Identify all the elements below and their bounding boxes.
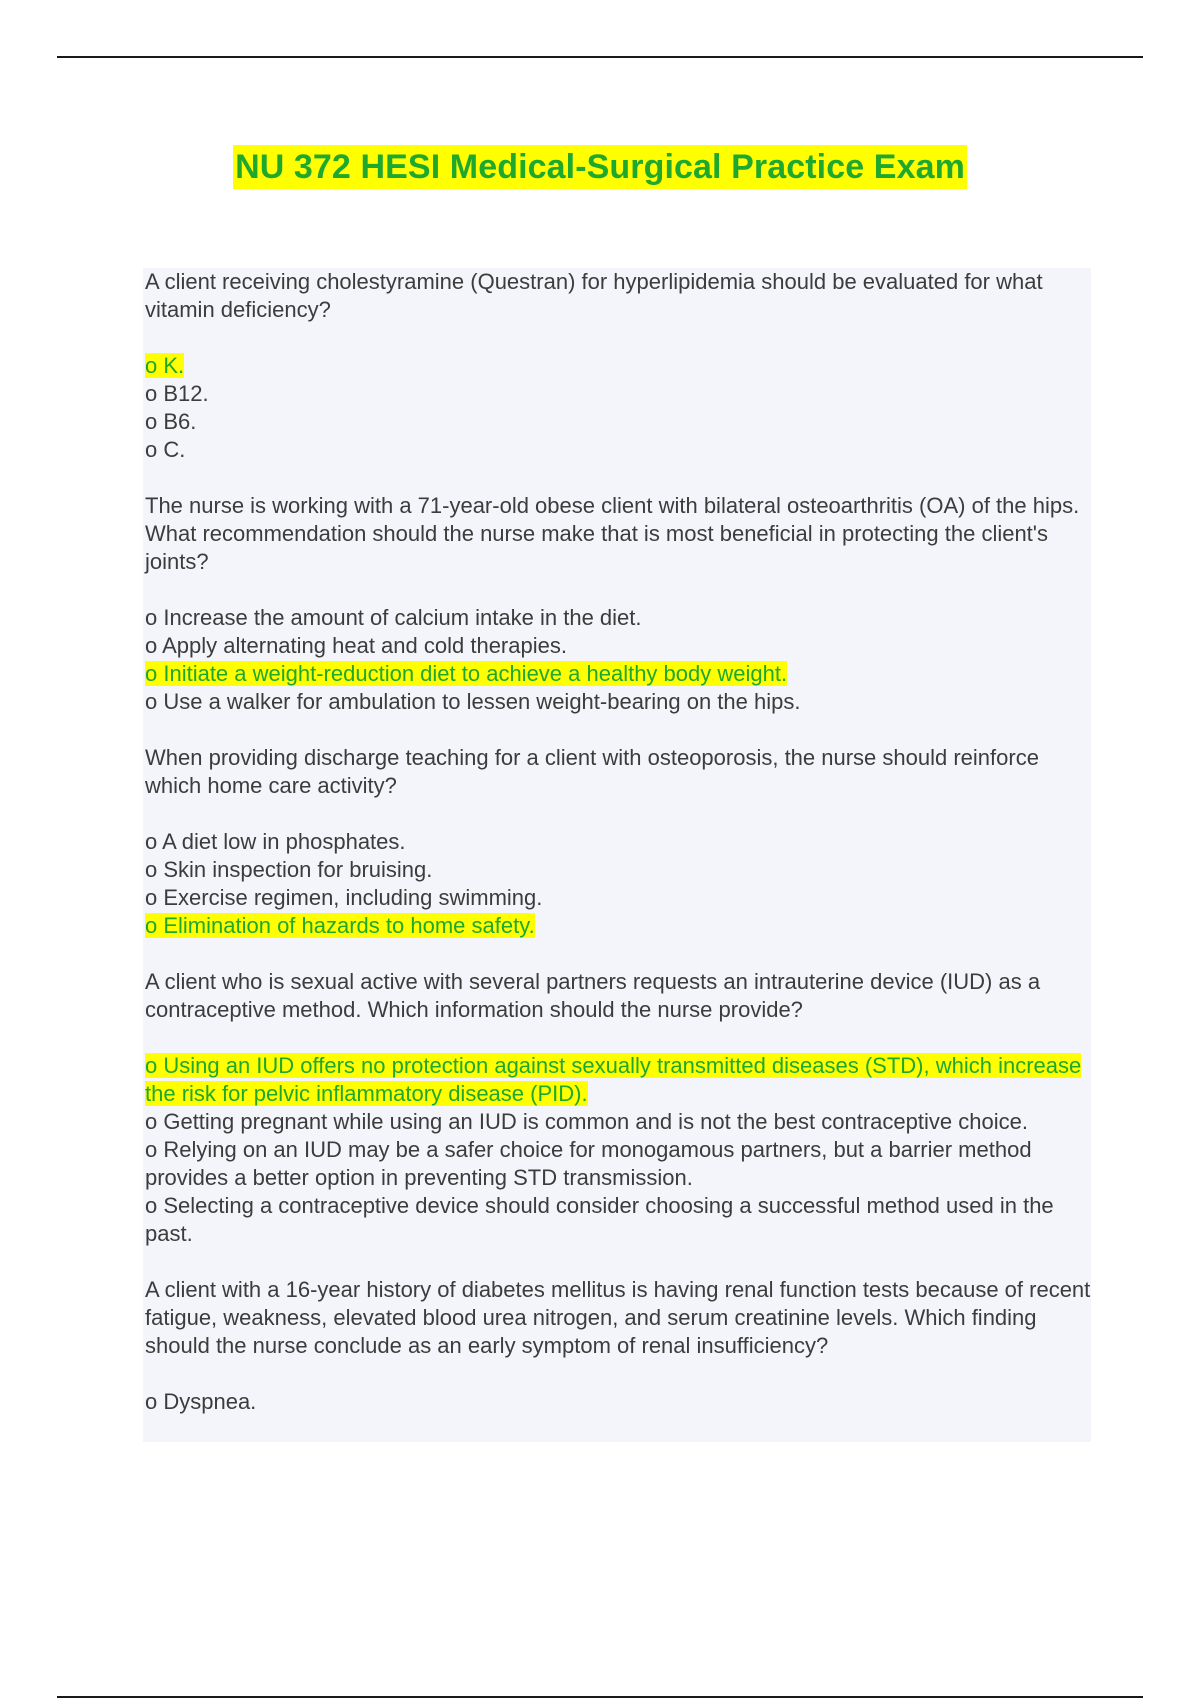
answer-option: o Dyspnea.: [145, 1389, 257, 1414]
answer-option: [145, 660, 1091, 688]
question-block: [145, 1276, 1091, 1416]
answer-option: o B12.: [145, 381, 209, 406]
answer-option: o B6.: [145, 409, 197, 434]
bottom-rule: [57, 1696, 1143, 1698]
answer-option: o C.: [145, 437, 186, 462]
answer-option: [145, 352, 1091, 380]
answer-options: [145, 828, 1091, 940]
answer-option: o Increase the amount of calcium intake in the diet.: [145, 605, 642, 630]
page-title: NU 372 HESI Medical-Surgical Practice Exam: [233, 145, 967, 189]
question-text: When providing discharge teaching for a client with osteoporosis, the nurse should reinforce which home care activity?: [145, 745, 1039, 798]
answer-option: o Apply alternating heat and cold therapies.: [145, 633, 567, 658]
answer-option: o Getting pregnant while using an IUD is common and is not the best contraceptive choice.: [145, 1109, 1028, 1134]
answer-option-correct: o Initiate a weight-reduction diet to achieve a healthy body weight.: [145, 661, 788, 686]
answer-options: [145, 352, 1091, 464]
answer-option: o A diet low in phosphates.: [145, 829, 406, 854]
question-block: [145, 492, 1091, 716]
questions-panel: [143, 268, 1091, 1442]
question-text: A client receiving cholestyramine (Questran) for hyperlipidemia should be evaluated for what vitamin deficiency?: [145, 269, 1043, 322]
answer-options: [145, 604, 1091, 716]
title-wrapper: [0, 145, 1200, 189]
answer-options: [145, 1052, 1091, 1248]
answer-option: o Relying on an IUD may be a safer choice for monogamous partners, but a barrier method provides a better option in preventing STD transmission.: [145, 1137, 1032, 1190]
answer-options: [145, 1388, 1091, 1416]
answer-option: [145, 1052, 1091, 1108]
top-rule: [57, 56, 1143, 58]
answer-option: [145, 912, 1091, 940]
question-block: [145, 744, 1091, 940]
answer-option: o Selecting a contraceptive device should consider choosing a successful method used in the past.: [145, 1193, 1054, 1246]
question-text: A client who is sexual active with several partners requests an intrauterine device (IUD) as a contraceptive method. Which information should the nurse provide?: [145, 969, 1041, 1022]
answer-option-correct: o K.: [145, 353, 185, 378]
question-text: A client with a 16-year history of diabetes mellitus is having renal function tests because of recent fatigue, weakness, elevated blood urea nitrogen, and serum creatinine levels. Which finding should the nurse conclude as an early symptom of renal insufficiency?: [145, 1277, 1091, 1358]
answer-option: o Skin inspection for bruising.: [145, 857, 433, 882]
answer-option: o Use a walker for ambulation to lessen weight-bearing on the hips.: [145, 689, 801, 714]
question-block: [145, 268, 1091, 464]
question-block: [145, 968, 1091, 1248]
answer-option-correct: o Using an IUD offers no protection against sexually transmitted diseases (STD), which increase the risk for pelvic inflammatory disease (PID).: [145, 1053, 1082, 1106]
question-text: The nurse is working with a 71-year-old obese client with bilateral osteoarthritis (OA) of the hips. What recommendation should the nurse make that is most beneficial in protecting the client's joints?: [145, 493, 1080, 574]
answer-option-correct: o Elimination of hazards to home safety.: [145, 913, 535, 938]
answer-option: o Exercise regimen, including swimming.: [145, 885, 543, 910]
